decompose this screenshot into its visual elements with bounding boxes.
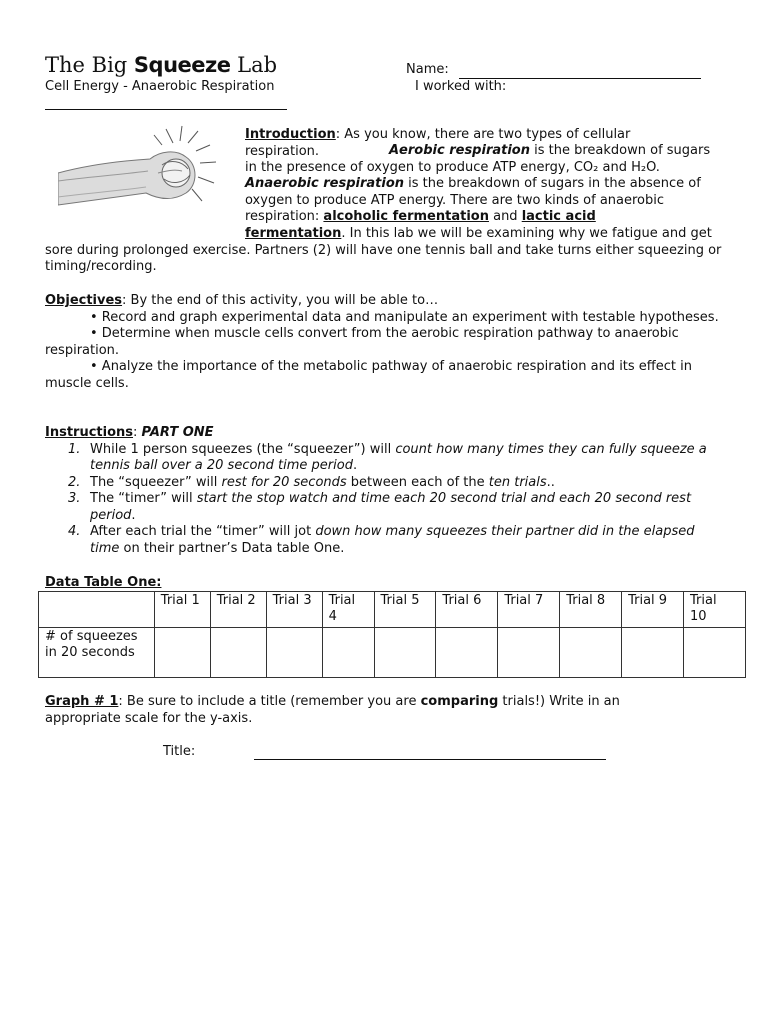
worked-with-blank[interactable]	[45, 96, 287, 110]
part-one-label: PART ONE	[141, 425, 214, 440]
intro-and: and	[488, 209, 522, 224]
data-cell[interactable]	[436, 628, 498, 678]
item-italic: start the stop watch and time each 20 second trial and each 20 second rest period	[90, 491, 692, 523]
header-cell: Trial 5	[374, 592, 436, 628]
intro-heading: Introduction	[245, 127, 336, 142]
intro-text-2: is the breakdown of sugars in the presence of oxygen to produce ATP energy, CO₂ and H₂O.	[245, 143, 711, 175]
instruction-item	[45, 442, 715, 475]
data-cell[interactable]	[266, 628, 322, 678]
instructions-colon: :	[133, 425, 142, 440]
header-cell: Trial 6	[436, 592, 498, 628]
graph-title-blank[interactable]	[254, 745, 606, 760]
objective-item: • Analyze the importance of the metabolic pathway of anaerobic respiration and its effect in muscle cells.	[45, 359, 692, 391]
item-number: 2.	[68, 474, 81, 490]
data-cell[interactable]	[622, 628, 684, 678]
instructions-heading: Instructions	[45, 425, 134, 440]
item-text: .	[352, 458, 358, 473]
instruction-item	[45, 491, 715, 524]
item-text: After each trial the “timer” will jot	[90, 524, 316, 539]
item-italic: ten trials	[488, 474, 547, 490]
title-text-end: Lab	[230, 53, 278, 77]
alcoholic-term: alcoholic fermentation	[323, 209, 489, 224]
table-data-row	[39, 628, 746, 678]
instruction-item	[45, 524, 715, 557]
header-cell: Trial 9	[622, 592, 684, 628]
item-number: 3.	[68, 491, 81, 506]
title-text-start: The Big	[45, 53, 134, 77]
worked-with-label: I worked with:	[415, 79, 507, 94]
item-text: The “squeezer” will	[90, 474, 222, 490]
data-cell[interactable]	[683, 628, 745, 678]
item-text: The “timer” will	[90, 491, 197, 506]
data-cell[interactable]	[498, 628, 560, 678]
item-text: on their partner’s Data table One.	[119, 540, 345, 556]
header-cell: Trial 1	[154, 592, 210, 628]
table-heading: Data Table One:	[45, 575, 162, 590]
graph-heading: Graph # 1	[45, 694, 119, 709]
header-cell: Trial 3	[266, 592, 322, 628]
objectives-heading: Objectives	[45, 293, 123, 308]
page-title	[45, 52, 277, 78]
intro-body	[45, 143, 725, 226]
title-text-bold: Squeeze	[133, 53, 231, 77]
objectives-lead: : By the end of this activity, you will be able to…	[122, 293, 439, 308]
row-label-cell: # of squeezes in 20 seconds	[39, 628, 155, 678]
lactic-term-a: lactic acid	[521, 209, 596, 224]
table-header-row	[39, 592, 746, 628]
aerobic-term: Aerobic respiration	[389, 143, 530, 158]
item-text: While 1 person squeezes (the “squeezer”) will	[90, 441, 396, 457]
anaerobic-term: Anaerobic respiration	[245, 176, 405, 191]
graph-title-label: Title:	[163, 744, 196, 759]
header-cell: Trial 10	[683, 592, 745, 628]
graph-text-1: : Be sure to include a title (remember you are	[118, 694, 421, 709]
intro-tail	[45, 226, 725, 276]
item-text: .	[131, 507, 136, 523]
item-number: 4.	[68, 524, 81, 539]
data-cell[interactable]	[322, 628, 374, 678]
item-italic: rest for 20 seconds	[221, 474, 347, 490]
intro-text-3: is the breakdown of sugars in the absence of oxygen to produce ATP energy. There are two kinds of anaerobic respiration:	[245, 176, 701, 224]
data-table-one	[38, 591, 746, 678]
graph-text-2: trials!) Write in an appropriate scale for the y-axis.	[45, 694, 620, 726]
graph-section	[45, 694, 685, 727]
data-cell[interactable]	[210, 628, 266, 678]
lactic-term-b: fermentation	[245, 226, 342, 241]
item-text: ..	[546, 474, 555, 490]
objectives-section	[45, 293, 725, 392]
item-number: 1.	[68, 441, 81, 457]
data-cell[interactable]	[154, 628, 210, 678]
intro-text-4: . In this lab we will be examining why we fatigue and get sore during prolonged exercise. Partners (2) will have one tennis ball and take turns either squeezing or timing/recording.	[45, 226, 722, 274]
header-cell-empty	[39, 592, 155, 628]
header-cell: Trial 2	[210, 592, 266, 628]
item-text: between each of the	[346, 474, 489, 490]
subtitle: Cell Energy - Anaerobic Respiration	[45, 79, 275, 94]
header-cell: Trial 8	[560, 592, 622, 628]
name-label: Name:	[406, 62, 449, 77]
graph-bold-word: comparing	[420, 694, 499, 709]
objective-item: • Record and graph experimental data and manipulate an experiment with testable hypotheses.	[90, 309, 719, 325]
data-cell[interactable]	[374, 628, 436, 678]
intro-text-1: : As you know, there are two types of cellular respiration.	[245, 127, 631, 159]
item-italic: count how many times they can fully squeeze a tennis ball over a 20 second time period	[90, 441, 707, 473]
data-cell[interactable]	[560, 628, 622, 678]
header-cell: Trial 7	[498, 592, 560, 628]
header-cell: Trial 4	[322, 592, 374, 628]
item-italic: down how many squeezes their partner did in the elapsed time	[90, 524, 695, 556]
objective-item: • Determine when muscle cells convert from the aerobic respiration pathway to anaerobic respiration.	[45, 326, 679, 358]
instructions-section	[45, 425, 715, 557]
instruction-item	[45, 475, 715, 492]
name-field	[406, 62, 701, 79]
instructions-list	[45, 442, 715, 558]
